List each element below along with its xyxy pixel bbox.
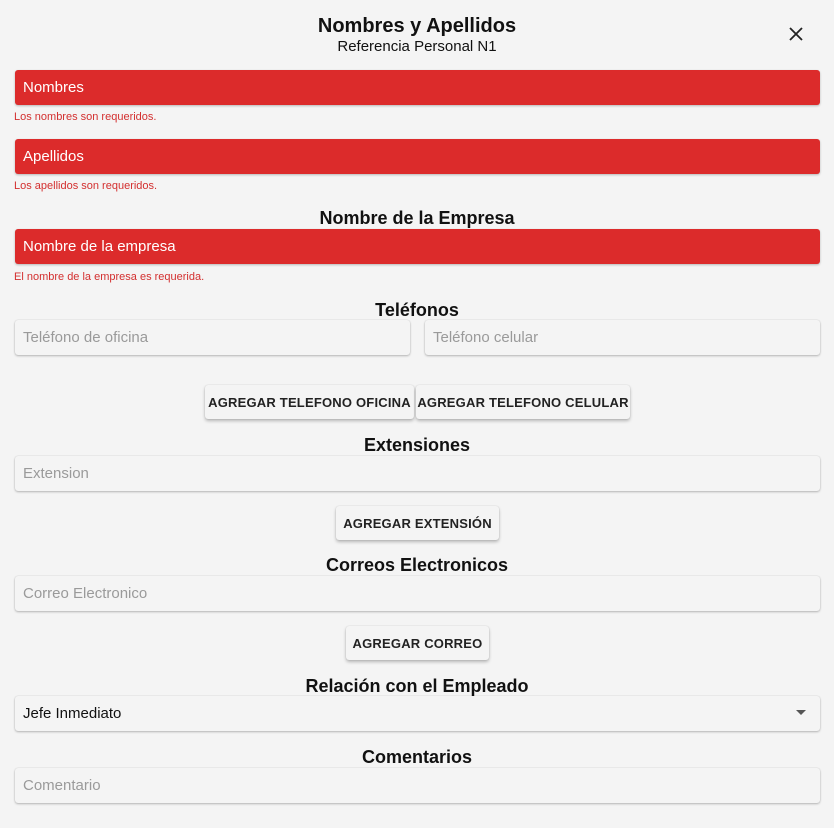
company-name-error: El nombre de la empresa es requerida. [14, 271, 205, 283]
emails-section-title: Correos Electronicos [325, 555, 509, 575]
company-name-input[interactable] [15, 229, 820, 264]
extension-placeholder: Extension [23, 465, 89, 482]
office-phone-placeholder: Teléfono de oficina [23, 329, 149, 346]
comment-placeholder: Comentario [23, 777, 101, 794]
dialog-header [0, 14, 834, 55]
relation-selected-value: Jefe Inmediato [23, 705, 122, 722]
close-button[interactable] [784, 22, 808, 46]
extensions-section-title: Extensiones [363, 435, 471, 455]
comment-input[interactable] [15, 768, 820, 803]
dialog-subtitle: Referencia Personal N1 [337, 38, 497, 55]
mobile-phone-placeholder: Teléfono celular [433, 329, 539, 346]
office-phone-input[interactable] [15, 320, 410, 355]
nombres-input[interactable] [15, 70, 820, 105]
mobile-phone-input[interactable] [425, 320, 820, 355]
add-email-button[interactable]: AGREGAR CORREO [346, 626, 489, 660]
phones-section-title: Teléfonos [375, 300, 459, 320]
add-mobile-phone-button[interactable]: AGREGAR TELEFONO CELULAR [416, 385, 630, 419]
apellidos-input[interactable] [15, 139, 820, 174]
close-icon [789, 27, 803, 41]
company-name-placeholder: Nombre de la empresa [23, 238, 176, 255]
apellidos-placeholder: Apellidos [23, 148, 84, 165]
add-office-phone-button[interactable]: AGREGAR TELEFONO OFICINA [205, 385, 414, 419]
nombres-placeholder: Nombres [23, 79, 84, 96]
extension-input[interactable] [15, 456, 820, 491]
comments-section-title: Comentarios [361, 747, 473, 767]
relation-select[interactable] [15, 696, 820, 731]
add-extension-button[interactable]: AGREGAR EXTENSIÓN [336, 506, 499, 540]
company-section-title: Nombre de la Empresa [319, 208, 515, 228]
nombres-error: Los nombres son requeridos. [14, 111, 157, 123]
chevron-down-icon [796, 710, 806, 715]
email-placeholder: Correo Electronico [23, 585, 148, 602]
dialog-title: Nombres y Apellidos [317, 15, 517, 37]
email-input[interactable] [15, 576, 820, 611]
relation-section-title: Relación con el Empleado [305, 676, 529, 696]
apellidos-error: Los apellidos son requeridos. [14, 180, 158, 192]
